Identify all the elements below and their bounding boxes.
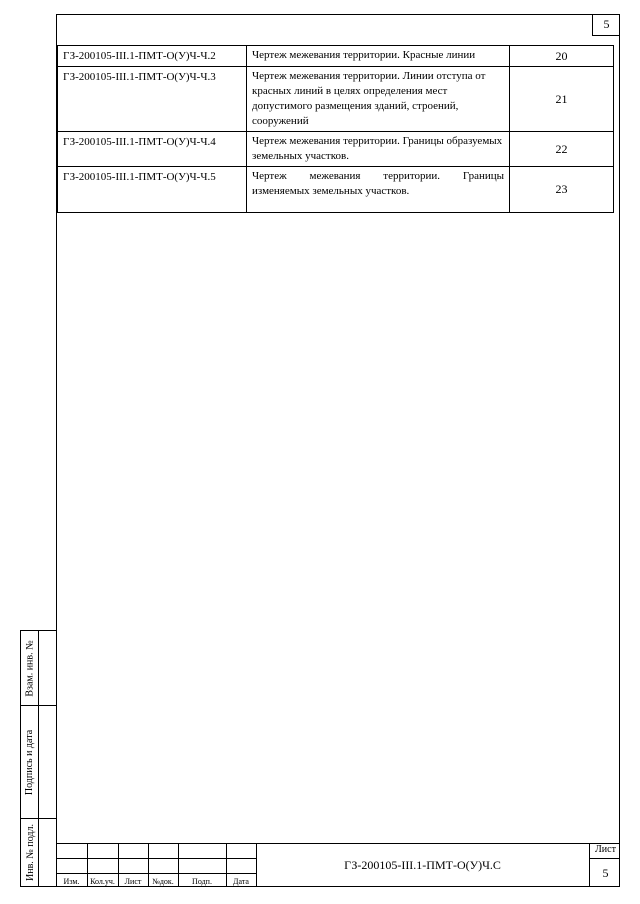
table-row <box>58 167 614 213</box>
sheet-number: 5 <box>602 866 609 880</box>
col-izm-label: Изм. <box>63 877 80 886</box>
col-list-label: Лист <box>124 877 142 886</box>
table-row <box>58 132 614 167</box>
col-podp-label: Подп. <box>192 877 212 886</box>
sheet-label: Лист <box>595 844 616 855</box>
page-number-box <box>592 14 620 36</box>
original-inv-label: Инв. № подл. <box>24 824 36 881</box>
drawing-title: Чертеж межевания территории. Красные линии <box>247 46 510 67</box>
replace-inv-label: Взам. инв. № <box>24 639 36 697</box>
table-row <box>58 67 614 132</box>
drawing-code: ГЗ-200105-III.1-ПМТ-О(У)Ч-Ч.5 <box>58 167 247 213</box>
signature-date-label: Подпись и дата <box>24 729 36 795</box>
drawing-title: Чертеж межевания территории. Границы образуемых земельных участков. <box>247 132 510 167</box>
side-stamp-strip <box>20 630 56 887</box>
col-kol-label: Кол.уч. <box>90 877 115 886</box>
drawing-code: ГЗ-200105-III.1-ПМТ-О(У)Ч-Ч.2 <box>58 46 247 67</box>
drawing-page: 22 <box>510 132 614 167</box>
drawing-code: ГЗ-200105-III.1-ПМТ-О(У)Ч-Ч.4 <box>58 132 247 167</box>
table-row <box>58 46 614 67</box>
drawing-page: 21 <box>510 67 614 132</box>
drawing-page: 20 <box>510 46 614 67</box>
drawing-title <box>247 167 510 213</box>
document-code: ГЗ-200105-III.1-ПМТ-О(У)Ч.С <box>344 858 501 872</box>
drawing-title-line: Чертеж межевания территории. Границы <box>252 170 504 182</box>
drawing-page: 23 <box>510 167 614 213</box>
drawing-title: Чертеж межевания территории. Линии отступа от красных линий в целях определения мест допустимого размещения зданий, строений, сооружений <box>247 67 510 132</box>
drawing-title-line: изменяемых земельных участков. <box>252 185 410 197</box>
page-number: 5 <box>603 17 610 31</box>
drawings-table <box>57 45 614 213</box>
col-data-label: Дата <box>233 877 249 886</box>
drawing-code: ГЗ-200105-III.1-ПМТ-О(У)Ч-Ч.3 <box>58 67 247 132</box>
col-ndok-label: №док. <box>152 877 174 886</box>
